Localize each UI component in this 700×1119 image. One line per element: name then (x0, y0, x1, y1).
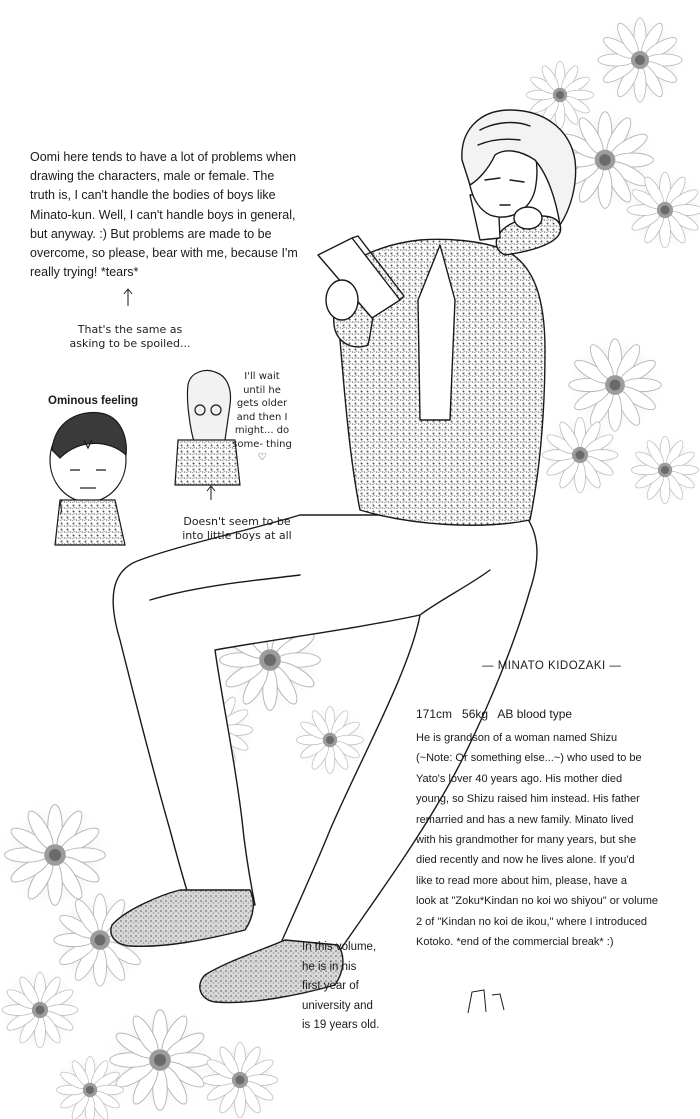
chibi-ominous-label: Ominous feeling (48, 395, 139, 407)
profile-signature (468, 992, 507, 1005)
arrow-note: That's the same as asking to be spoiled... (69, 323, 191, 350)
chibi-speech: I'll wait until he gets older and then I might... do some- thing ♡ (232, 371, 292, 463)
author-comment: Oomi here tends to have a lot of problems when drawing the characters, male or female. The truth is, I can't handle the bodies of boys like Minato-kun. Well, I can't handle boys in general, but anyway. :) But problems are made to be overcome, so please, bear with me, because I'm really trying! *tears* (30, 150, 298, 280)
flower-cluster-right (537, 332, 700, 508)
volume-note: In this volume, he is in his first year of university and is 19 years old. (302, 941, 380, 1031)
chibi-caption: Doesn't seem to be into little boys at all (182, 515, 292, 542)
profile-bio: He is grandson of a woman named Shizu (~Note: Or something else...~) who used to be Yato's lover 40 years ago. His mother died young, so Shizu raised him instead. His father remarried and has a new family. Minato lived with his grandmother for many years, but she died recently and now he lives alone. If you'd like to read more about him, please, have a look at "Zoku*Kindan no koi wo shiyou" or volume 2 of "Kindan no koi de ikou," where I introduced Kotoko. *end of the commercial break* :) (416, 732, 658, 949)
chibi-glasses-character (175, 371, 240, 485)
profile-name: — MINATO KIDOZAKI — (482, 660, 622, 672)
chibi-ominous-character (50, 412, 126, 545)
profile-stats: 171cm 56kg AB blood type (416, 707, 573, 721)
